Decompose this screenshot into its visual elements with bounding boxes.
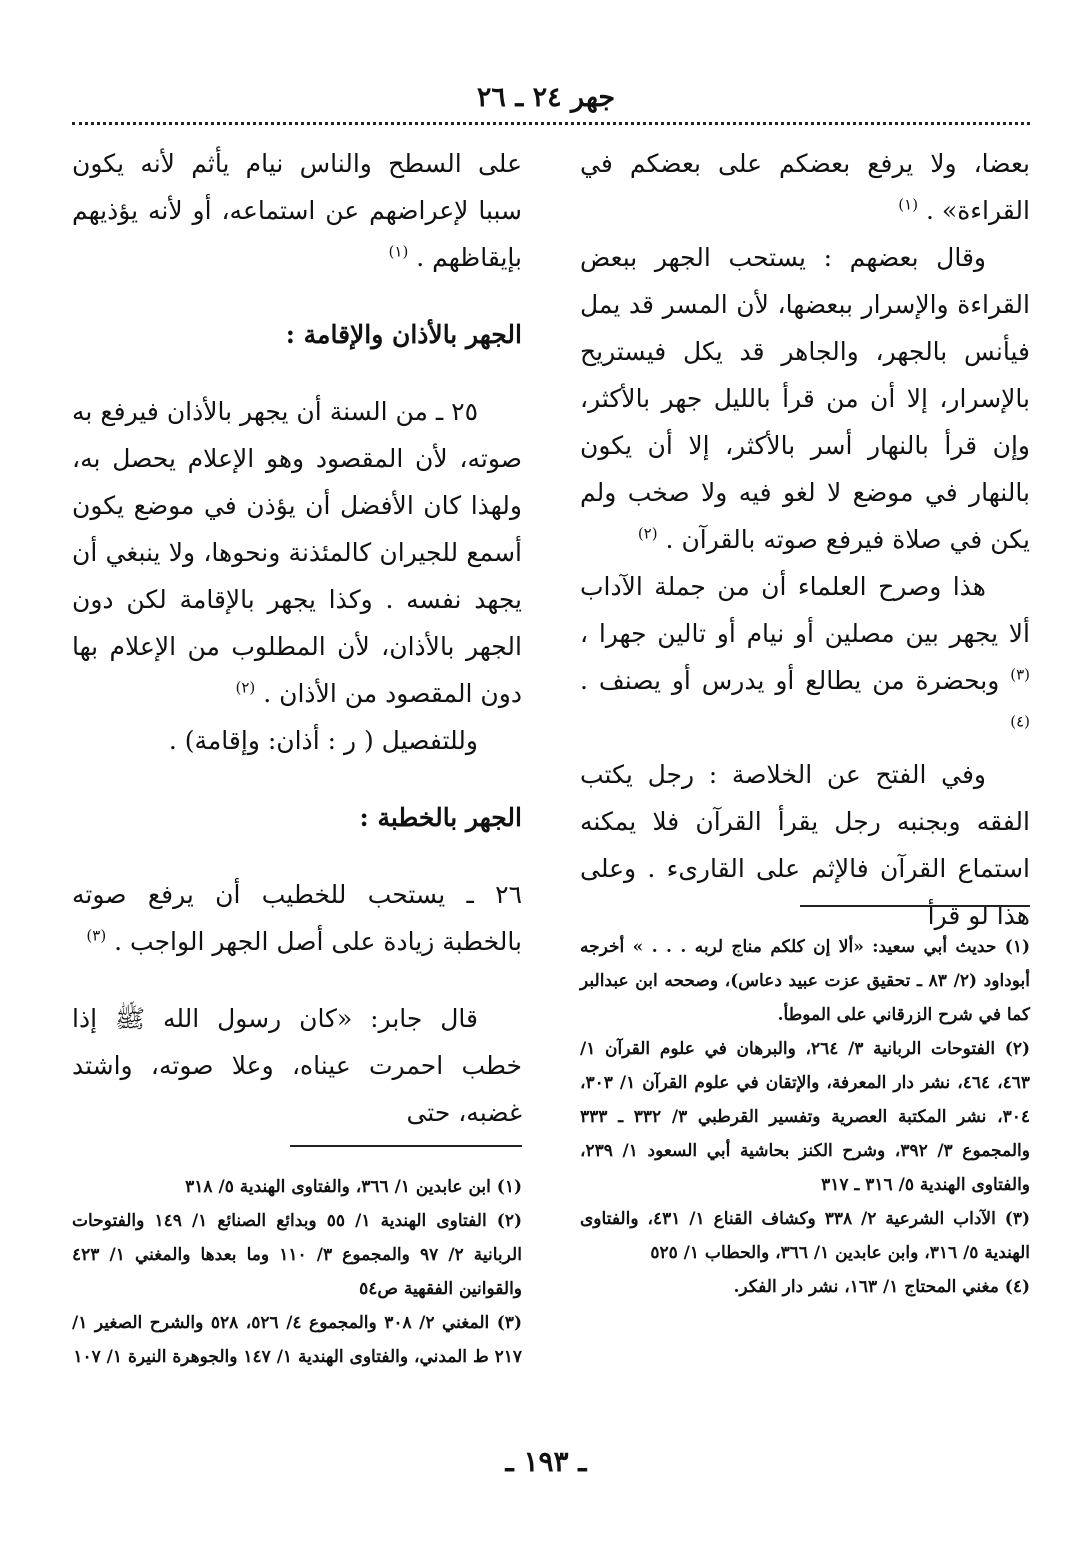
page-number: ـ ١٩٣ ـ — [505, 1445, 587, 1478]
right-footnote-rule — [800, 905, 1030, 907]
left-paragraph-3: وللتفصيل ( ر : أذان: وإقامة) . — [168, 726, 478, 755]
left-paragraph-1: على السطح والناس نيام يأثم لأنه يكون سببا لإعراضهم عن استماعه، أو لأنه يؤذيهم بإيقاظهم . $^{(١)}$ — [72, 149, 522, 272]
right-paragraph-4: وفي الفتح عن الخلاصة : رجل يكتب الفقه وبجنبه رجل يقرأ القرآن فلا يمكنه استماع القرآن فالإثم على القارىء . وعلى هذا لو قرأ — [580, 760, 1030, 930]
left-footnotes — [72, 1170, 522, 1374]
running-header: جهر ٢٤ ـ ٢٦ — [476, 82, 616, 113]
left-paragraph-2: ٢٥ ـ من السنة أن يجهر بالأذان فيرفع به صوته، لأن المقصود وهو الإعلام يحصل به، ولهذا كان الأفضل أن يؤذن في موضع يكون أسمع للجيران كالمئذنة ونحوها، ولا ينبغي أن يجهد نفسه . وكذا يجهر بالإقامة لكن دون الجهر بالأذان، لأن المطلوب من الإعلام بها دون المقصود من الأذان . $^{(٢)}$ — [72, 397, 522, 708]
right-paragraph-2: وقال بعضهم : يستحب الجهر ببعض القراءة والإسرار ببعضها، لأن المسر قد يمل فيأنس بالجهر، والجاهر قد يكل فيستريح بالإسرار، إلا أن من قرأ بالليل جهر بالأكثر، وإن قرأ بالنهار أسر بالأكثر، إلا أن يكون بالنهار في موضع لا لغو فيه ولا صخب ولم يكن في صلاة فيرفع صوته بالقرآن . $^{(٢)}$ — [580, 243, 1030, 554]
right-paragraph-1: بعضا، ولا يرفع بعضكم على بعضكم في القراءة» . $^{(١)}$ — [580, 149, 1030, 225]
footnote-ref: (٣) — [86, 926, 107, 945]
footnote-ref: (٢) — [637, 524, 658, 543]
section-heading-khutba: الجهر بالخطبة : — [359, 803, 522, 832]
footnote-item: (٣) المغني ٢/ ٣٠٨ والمجموع ٤/ ٥٢٦، ٥٢٨ والشرح الصغير ١/ ٢١٧ ط المدني، والفتاوى الهندية ١/ ١٤٧ والجوهرة النيرة ١/ ١٠٧ — [72, 1313, 522, 1367]
left-paragraph-5: قال جابر: «كان رسول الله ﷺ إذا خطب احمرت عيناه، وعلا صوته، واشتد غضبه، حتى — [72, 1004, 522, 1127]
header-dotted-rule — [72, 122, 1030, 125]
footnote-ref: (١) — [388, 242, 409, 261]
left-column — [72, 140, 522, 1136]
left-paragraph-4: ٢٦ ـ يستحب للخطيب أن يرفع صوته بالخطبة زيادة على أصل الجهر الواجب . $^{(٣)}$ — [72, 880, 522, 956]
right-paragraph-3: هذا وصرح العلماء أن من جملة الآداب ألا يجهر بين مصلين أو نيام أو تالين جهرا ، $^{(٣)}$ وبحضرة من يطالع أو يدرس أو يصنف . $^{(٤)}$ — [580, 572, 1030, 731]
footnote-item: (٢) الفتاوى الهندية ١/ ٥٥ وبدائع الصنائع ١/ ١٤٩ والفتوحات الربانية ٢/ ٩٧ والمجموع ٣/ ١١٠ وما بعدها والمغني ١/ ٤٢٣ والقوانين الفقهية ص٥٤ — [72, 1211, 523, 1299]
footnote-ref: (٤) — [1010, 712, 1030, 731]
footnote-ref: (٢) — [235, 678, 256, 697]
right-column — [580, 140, 1030, 939]
section-heading-adhan: الجهر بالأذان والإقامة : — [285, 320, 522, 349]
footnote-ref: (١) — [898, 195, 919, 214]
footnote-ref: (٣) — [1010, 665, 1030, 684]
footnote-item: (١) حديث أبي سعيد: «ألا إن كلكم مناج لربه . . . » أخرجه أبوداود (٢/ ٨٣ ـ تحقيق عزت عبيد دعاس)، وصححه ابن عبدالبر كما في شرح الزرقاني على الموطأ. — [580, 937, 1030, 1025]
footnote-item: (٤) مغني المحتاج ١/ ١٦٣، نشر دار الفكر. — [733, 1277, 1030, 1297]
footnote-item: (١) ابن عابدين ١/ ٣٦٦، والفتاوى الهندية ٥/ ٣١٨ — [185, 1177, 522, 1197]
left-footnote-rule — [290, 1145, 522, 1147]
footnote-item: (٢) الفتوحات الربانية ٣/ ٢٦٤، والبرهان في علوم القرآن ١/ ٤٦٣، ٤٦٤، نشر دار المعرفة، والإتقان في علوم القرآن ١/ ٣٠٣، ٣٠٤، نشر المكتبة العصرية وتفسير القرطبي ٣/ ٣٣٢ ـ ٣٣٣ والمجموع ٣/ ٣٩٢، وشرح الكنز بحاشية أبي السعود ١/ ٢٣٩، والفتاوى الهندية ٥/ ٣١٦ ـ ٣١٧ — [580, 1039, 1030, 1195]
footnote-item: (٣) الآداب الشرعية ٢/ ٣٣٨ وكشاف القناع ١/ ٤٣١، والفتاوى الهندية ٥/ ٣١٦، وابن عابدين ١/ ٣٦٦، والحطاب ١/ ٥٢٥ — [580, 1209, 1030, 1263]
right-footnotes — [580, 930, 1030, 1304]
